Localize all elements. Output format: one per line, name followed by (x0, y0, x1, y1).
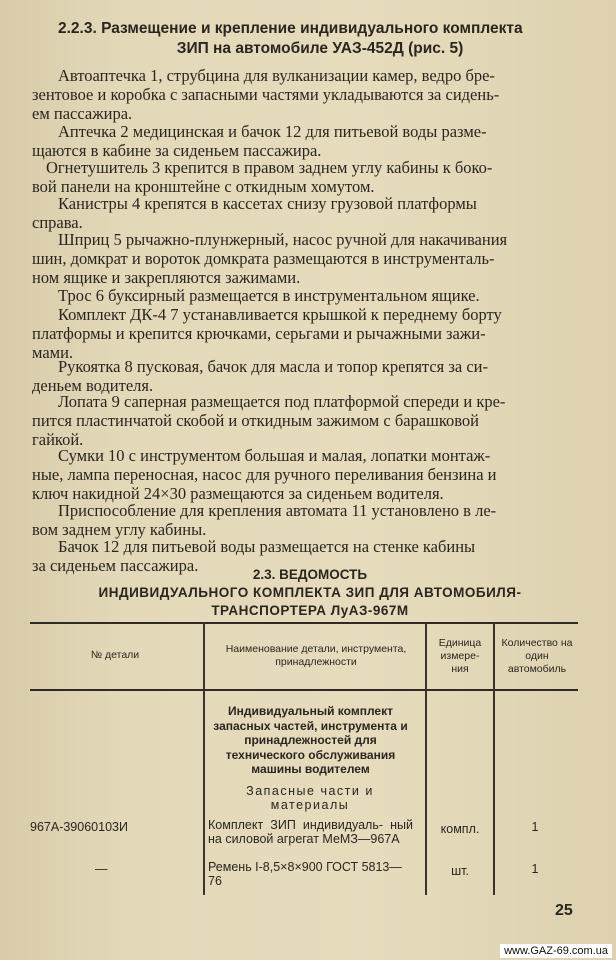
paragraph-1 (32, 66, 580, 124)
paragraph-line: Аптечка 2 медицинская и бачок 12 для питьевой воды разме- (58, 122, 487, 141)
paragraph-line: мами. (32, 343, 74, 363)
paragraph-line: пится пластинчатой скобой и откидным зажимом с барашковой (32, 411, 480, 431)
paragraph-6 (32, 286, 580, 305)
table-row-1-name: Комплект ЗИП индивидуаль- ный на силовой агрегат МеМЗ—967А (208, 818, 413, 846)
paragraph-line: шин, домкрат и вороток домкрата размещаются в инструменталь- (32, 249, 495, 269)
watermark-link[interactable]: www.GAZ-69.com.ua (500, 944, 612, 958)
paragraph-11 (32, 501, 580, 539)
table-row-1-qty: 1 (531, 820, 539, 834)
table-row-2-part: — (95, 862, 108, 876)
paragraph-line: ключ накидной 24×30 размещаются за сиденьем водителя. (32, 484, 444, 504)
paragraph-line: ем пассажира. (32, 104, 133, 124)
paragraph-line: щаются в кабине за сиденьем пассажира. (32, 141, 322, 161)
paragraph-line: за сиденьем пассажира. (32, 556, 199, 576)
paragraph-line: зентовое и коробка с запасными частями укладываются за сидень- (32, 85, 500, 105)
paragraph-4 (32, 194, 580, 232)
table-row-2-unit: шт. (451, 864, 469, 878)
paragraph-line: Огнетушитель 3 крепится в правом заднем углу кабины к боко- (46, 158, 493, 177)
paragraph-line: справа. (32, 213, 83, 233)
table-column-divider (493, 623, 495, 895)
paragraph-line: платформы и крепится крючками, серьгами и рычажными зажи- (32, 324, 486, 344)
table-subgroup-title: Запасные части и материалы (246, 784, 374, 812)
paragraph-2 (32, 122, 580, 160)
column-header-part-no: № детали (90, 649, 140, 661)
section-title-line-1: ИНДИВИДУАЛЬНОГО КОМПЛЕКТА ЗИП ДЛЯ АВТОМОБИЛЯ- (98, 585, 522, 600)
table-row-2-qty: 1 (531, 862, 539, 876)
paragraph-line: Автоаптечка 1, струбцина для вулканизации камер, ведро бре- (58, 66, 495, 85)
section-title-line-2: ТРАНСПОРТЕРА ЛуАЗ-967М (211, 603, 409, 618)
table-top-rule (30, 622, 578, 624)
column-header-name: Наименование детали, инструмента, принадлежности (225, 643, 407, 668)
paragraph-line: Рукоятка 8 пусковая, бачок для масла и топор крепятся за си- (58, 357, 488, 376)
paragraph-line: Приспособление для крепления автомата 11 установлено в ле- (58, 501, 497, 520)
column-header-unit: Единица измере- ния (438, 637, 482, 675)
paragraph-5 (32, 230, 580, 288)
paragraph-line: вом заднем углу кабины. (32, 520, 207, 540)
table-group-title: Индивидуальный комплект запасных частей, инструмента и принадлежностей для технического обслуживания машины водителем (213, 704, 408, 776)
column-header-qty: Количество на один автомобиль (501, 637, 573, 675)
table-row-1-unit: компл. (440, 822, 480, 836)
paragraph-line: Трос 6 буксирный размещается в инструментальном ящике. (58, 286, 480, 305)
paragraph-line: Лопата 9 саперная размещается под платформой спереди и кре- (58, 392, 506, 411)
paragraph-line: Шприц 5 рычажно-плунжерный, насос ручной для накачивания (58, 230, 508, 249)
paragraph-line: Комплект ДК-4 7 устанавливается крышкой к переднему борту (58, 305, 502, 324)
table-header-rule (30, 689, 578, 691)
table-column-divider (203, 623, 205, 895)
paragraph-10 (32, 446, 580, 504)
paragraph-line: вой панели на кронштейне с откидным хомутом. (32, 177, 375, 197)
section-number: 2.3. ВЕДОМОСТЬ (252, 567, 368, 582)
section-heading-line-1: 2.2.3. Размещение и крепление индивидуального комплекта (58, 20, 523, 37)
paragraph-line: деньем водителя. (32, 376, 154, 396)
paragraph-9 (32, 392, 580, 450)
table-row-1-part: 967А-39060103И (30, 820, 128, 834)
paragraph-line: Сумки 10 с инструментом большая и малая, лопатки монтаж- (58, 446, 491, 465)
table-column-divider (425, 623, 427, 895)
section-heading-line-2: ЗИП на автомобиле УАЗ-452Д (рис. 5) (176, 40, 464, 57)
paragraph-line: ные, лампа переносная, насос для ручного переливания бензина и (32, 465, 497, 485)
paragraph-line: Канистры 4 крепятся в кассетах снизу грузовой платформы (58, 194, 477, 213)
table-row-2-name: Ремень I-8,5×8×900 ГОСТ 5813—76 (208, 860, 402, 888)
paragraph-line: Бачок 12 для питьевой воды размещается на стенке кабины (58, 537, 476, 556)
page-number: 25 (555, 902, 573, 919)
paragraph-line: гайкой. (32, 430, 84, 450)
paragraph-line: ном ящике и закрепляются зажимами. (32, 268, 301, 288)
paragraph-7 (32, 305, 580, 363)
paragraph-3 (32, 158, 580, 196)
paragraph-8 (32, 357, 580, 395)
